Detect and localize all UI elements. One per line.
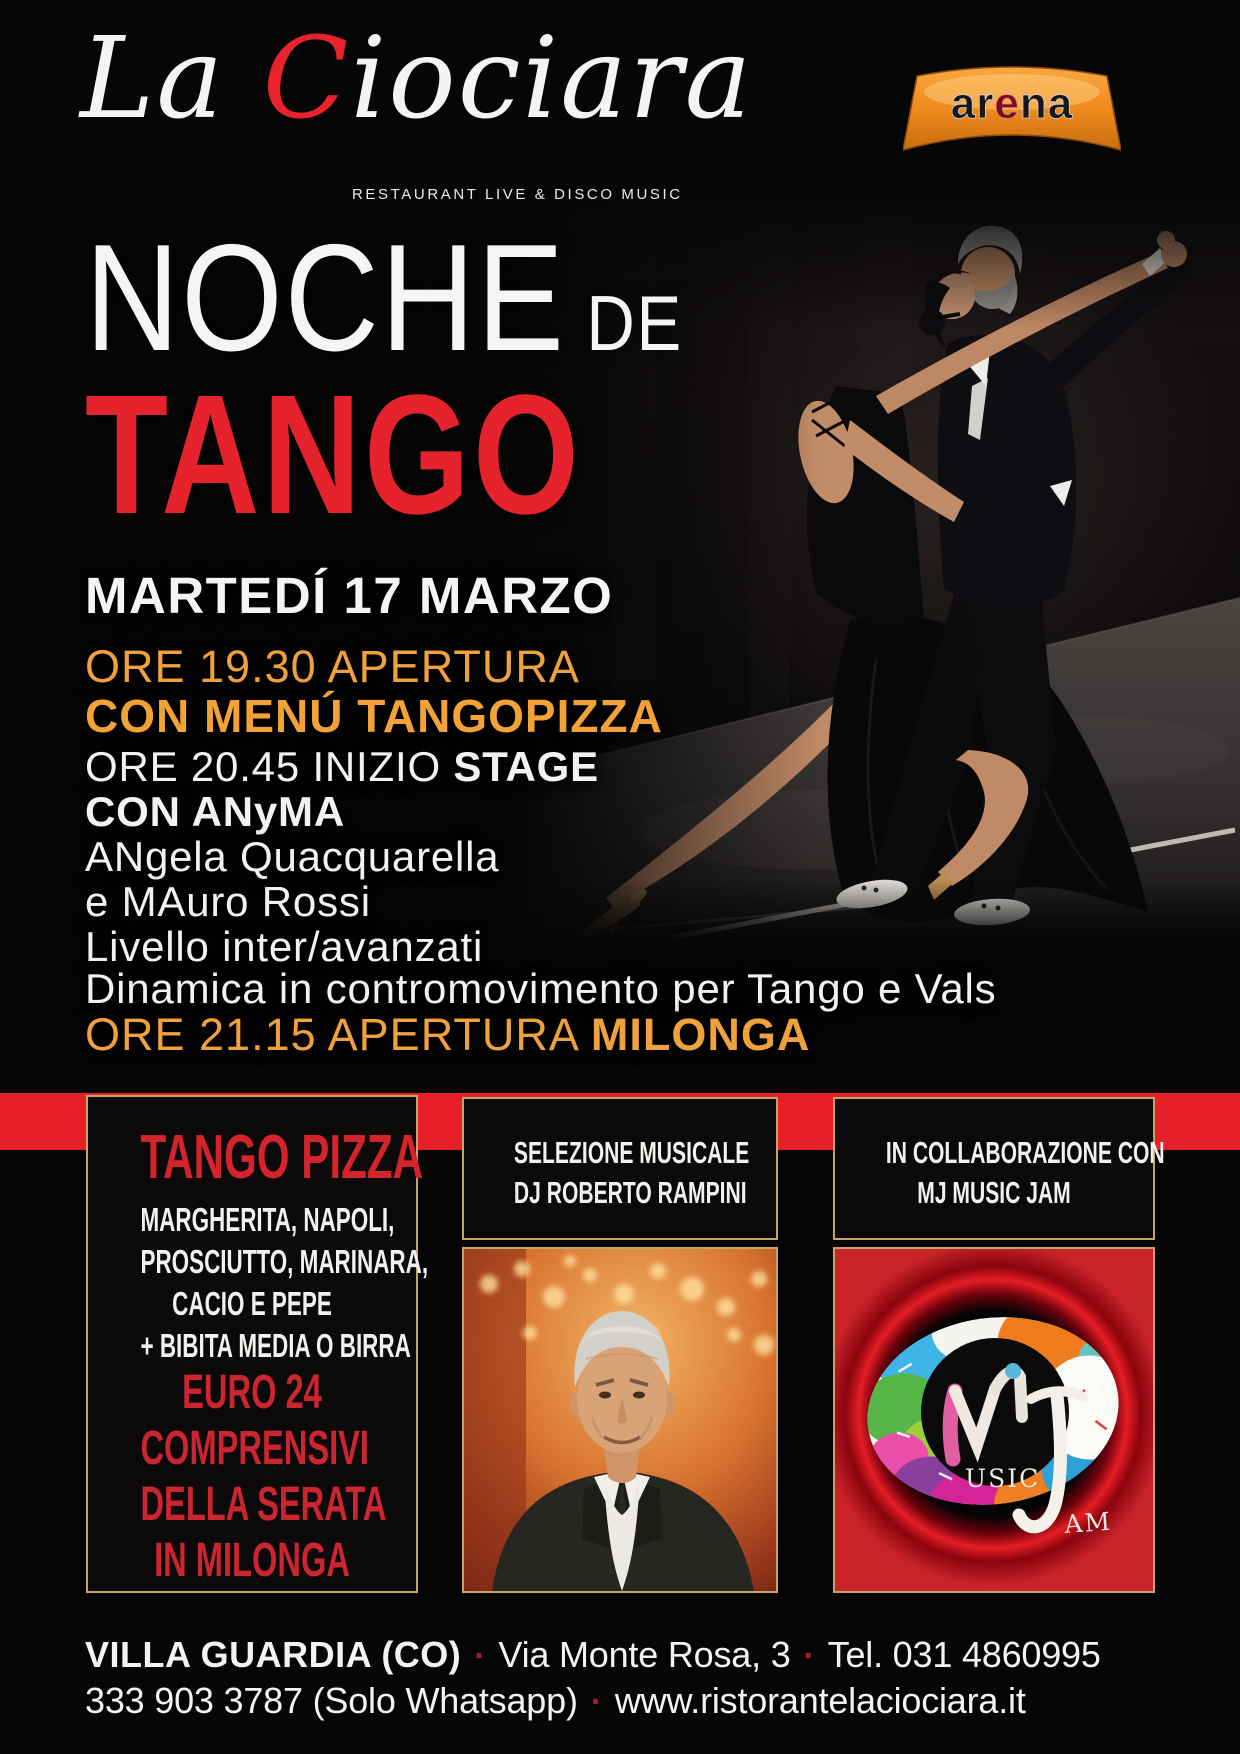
class-topic: Dinamica in contromovimento per Tango e Vals <box>85 965 997 1012</box>
brand-logo <box>80 14 753 144</box>
schedule-anyma: CON ANyMA <box>85 788 345 835</box>
price-line: IN MILONGA <box>154 1534 350 1587</box>
schedule-milonga: ORE 21.15 APERTURA MILONGA <box>85 1009 811 1060</box>
schedule-opening: ORE 19.30 APERTURA <box>85 641 580 692</box>
tango-pizza-title: TANGO PIZZA <box>140 1123 424 1192</box>
dj-name: DJ ROBERTO RAMPINI <box>513 1175 747 1210</box>
brand-text: La <box>80 14 263 144</box>
menu-line: CACIO E PEPE <box>172 1285 332 1322</box>
schedule-menu: CON MENÚ TANGOPIZZA <box>85 690 663 742</box>
price-line: COMPRENSIVI <box>140 1422 369 1475</box>
menu-line: MARGHERITA, NAPOLI, <box>140 1201 395 1238</box>
dot-separator: · <box>803 1637 815 1675</box>
mj-am-label: AM <box>1063 1506 1113 1539</box>
event-date: MARTEDÍ 17 MARZO <box>85 567 614 624</box>
website-url: www.ristorantelaciociara.it <box>614 1680 1026 1721</box>
menu-line: + BIBITA MEDIA O BIRRA <box>140 1327 411 1364</box>
headline-de: DE <box>586 279 683 367</box>
arena-wordmark: arena <box>950 79 1074 128</box>
footer-contact-line <box>85 1680 1026 1722</box>
street-address: Via Monte Rosa, 3 <box>498 1634 791 1675</box>
teacher-name-2: e MAuro Rossi <box>85 878 371 925</box>
headline-noche: NOCHE <box>85 213 566 383</box>
telephone: Tel. 031 4860995 <box>827 1634 1101 1675</box>
headline-line1 <box>85 213 683 383</box>
collab-label: IN COLLABORAZIONE CON <box>885 1135 1165 1170</box>
arena-logo <box>903 56 1121 162</box>
dot-separator: · <box>590 1683 602 1721</box>
tango-pizza-box <box>86 1095 429 1593</box>
music-label: SELEZIONE MUSICALE <box>513 1135 750 1170</box>
dot-separator: · <box>474 1637 486 1675</box>
price-line: EURO 24 <box>182 1366 322 1419</box>
teacher-name-1: ANgela Quacquarella <box>85 833 500 880</box>
music-selection-box <box>462 1097 778 1240</box>
schedule-stage-time: ORE 20.45 INIZIO STAGE <box>85 743 599 790</box>
brand-text-rest: iociara <box>350 14 754 144</box>
price-line: DELLA SERATA <box>140 1478 387 1531</box>
footer-address-line <box>85 1634 1101 1676</box>
schedule-stage-bold: STAGE <box>453 743 599 790</box>
menu-line: PROSCIUTTO, MARINARA, <box>140 1243 429 1280</box>
whatsapp-number: 333 903 3787 (Solo Whatsapp) <box>85 1680 578 1721</box>
collaboration-box <box>833 1097 1165 1240</box>
headline-tango: TANGO <box>85 360 582 550</box>
brand-accent-letter: C <box>262 14 351 144</box>
mj-music-jam-logo <box>833 1247 1155 1593</box>
level-info: Livello inter/avanzati <box>85 923 484 970</box>
venue-name: VILLA GUARDIA (CO) <box>85 1634 462 1675</box>
collab-partner: MJ MUSIC JAM <box>917 1175 1071 1210</box>
dj-photo <box>462 1247 778 1593</box>
schedule-milonga-bold: MILONGA <box>590 1009 811 1060</box>
mj-usic-label: USIC <box>965 1464 1041 1493</box>
pizza-menu-list <box>88 1201 429 1371</box>
brand-tagline: RESTAURANT LIVE & DISCO MUSIC <box>352 186 683 203</box>
arena-accent-letter: e <box>994 79 1020 128</box>
price-info <box>88 1366 416 1593</box>
